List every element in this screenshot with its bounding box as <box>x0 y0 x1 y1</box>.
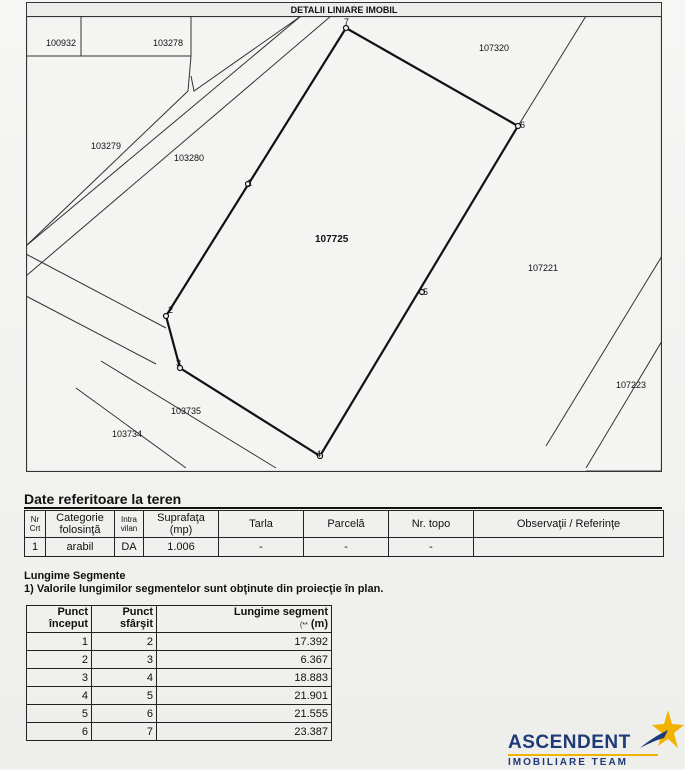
parcel-label-103278: 103278 <box>153 38 184 48</box>
col-lungime-sup: (** <box>300 622 308 629</box>
logo-tagline: IMOBILIARE TEAM <box>508 754 658 770</box>
cell-nr: 1 <box>25 538 46 557</box>
col-sfarsit-label-b: sfârşit <box>119 618 153 630</box>
cell-parcela: - <box>304 538 389 557</box>
cell-intravilan: DA <box>115 538 144 557</box>
parcel-label-103280: 103280 <box>174 153 205 163</box>
col-suprafata-label-b: (mp) <box>169 524 193 536</box>
parcel-label-107320: 107320 <box>479 43 510 53</box>
col-punct-sfarsit <box>92 606 157 633</box>
col-parcela: Parcelă <box>304 511 389 538</box>
col-categorie-label-a: Categorie <box>56 512 104 524</box>
col-intravilan-label-a: Intra <box>120 515 137 524</box>
cell-end: 4 <box>92 669 157 687</box>
point-label-4: 4 <box>316 449 322 459</box>
parcel-label-103279: 103279 <box>91 141 122 151</box>
col-suprafata <box>144 511 219 538</box>
cell-start: 6 <box>27 723 92 741</box>
table-row <box>27 723 332 741</box>
col-nr-topo: Nr. topo <box>389 511 474 538</box>
cell-length: 23.387 <box>157 723 332 741</box>
col-observatii: Observaţii / Referinţe <box>474 511 664 538</box>
segmente-heading-block <box>24 570 383 596</box>
parcel-label-107223: 107223 <box>616 380 647 390</box>
cell-nr-topo: - <box>389 538 474 557</box>
teren-heading: Date referitoare la teren <box>24 491 662 509</box>
star-icon <box>638 708 684 752</box>
cadastral-map-svg <box>26 16 662 472</box>
col-suprafata-label-a: Suprafaţa <box>157 512 205 524</box>
col-lungime-segment <box>157 606 332 633</box>
cell-end: 2 <box>92 633 157 651</box>
col-nr-label-b: Crt <box>29 524 41 533</box>
cell-start: 4 <box>27 687 92 705</box>
teren-header-row <box>25 511 664 538</box>
cell-length: 21.901 <box>157 687 332 705</box>
col-nr-label-a: Nr <box>30 515 40 524</box>
col-nr-crt <box>25 511 46 538</box>
col-punct-inceput <box>27 606 92 633</box>
col-lungime-label-b-wrap <box>160 618 328 632</box>
ascendent-logo <box>508 708 684 768</box>
col-tarla: Tarla <box>219 511 304 538</box>
cell-length: 6.367 <box>157 651 332 669</box>
cell-start: 1 <box>27 633 92 651</box>
cell-end: 7 <box>92 723 157 741</box>
cell-length: 21.555 <box>157 705 332 723</box>
col-lungime-label-b: (m) <box>310 618 328 630</box>
cell-length: 17.392 <box>157 633 332 651</box>
map-title: DETALII LINIARE IMOBIL <box>26 2 662 17</box>
point-label-1: 1 <box>247 178 253 188</box>
cell-observatii <box>474 538 664 557</box>
table-row <box>27 651 332 669</box>
segmente-note: 1) Valorile lungimilor segmentelor sunt obţinute din proiecţie în plan. <box>24 583 384 595</box>
table-row <box>27 705 332 723</box>
logo-name: ASCENDENT <box>508 732 631 753</box>
teren-data-row <box>25 538 664 557</box>
cell-start: 2 <box>27 651 92 669</box>
cell-start: 3 <box>27 669 92 687</box>
segmente-header-row <box>27 606 332 633</box>
parcel-label-100932: 100932 <box>46 38 77 48</box>
cell-end: 6 <box>92 705 157 723</box>
table-row <box>27 633 332 651</box>
cell-suprafata: 1.006 <box>144 538 219 557</box>
cell-end: 3 <box>92 651 157 669</box>
col-intravilan <box>115 511 144 538</box>
col-sfarsit-label-a: Punct <box>122 606 153 618</box>
col-intravilan-label-b: vilan <box>120 524 138 533</box>
col-inceput-label-a: Punct <box>57 606 88 618</box>
cadastral-map <box>26 16 662 472</box>
col-inceput-label-b: început <box>48 618 88 630</box>
cell-categorie: arabil <box>46 538 115 557</box>
table-row <box>27 669 332 687</box>
col-categorie-label-b: folosinţă <box>59 524 101 536</box>
parcel-label-107725: 107725 <box>315 234 349 245</box>
point-label-5: 5 <box>423 287 429 297</box>
col-lungime-label-a: Lungime segment <box>233 606 328 618</box>
cell-start: 5 <box>27 705 92 723</box>
parcel-label-103734: 103734 <box>112 429 143 439</box>
cell-tarla: - <box>219 538 304 557</box>
point-label-6: 6 <box>520 120 526 130</box>
table-row <box>27 687 332 705</box>
point-label-2: 2 <box>168 305 174 315</box>
col-categorie <box>46 511 115 538</box>
parcel-label-107221: 107221 <box>528 263 559 273</box>
teren-table <box>24 510 664 557</box>
point-label-7: 7 <box>344 17 350 27</box>
cell-end: 5 <box>92 687 157 705</box>
point-label-3: 3 <box>176 358 182 368</box>
segmente-heading: Lungime Segmente <box>24 570 126 582</box>
parcel-label-103735: 103735 <box>171 406 202 416</box>
cell-length: 18.883 <box>157 669 332 687</box>
segmente-table <box>26 605 332 741</box>
